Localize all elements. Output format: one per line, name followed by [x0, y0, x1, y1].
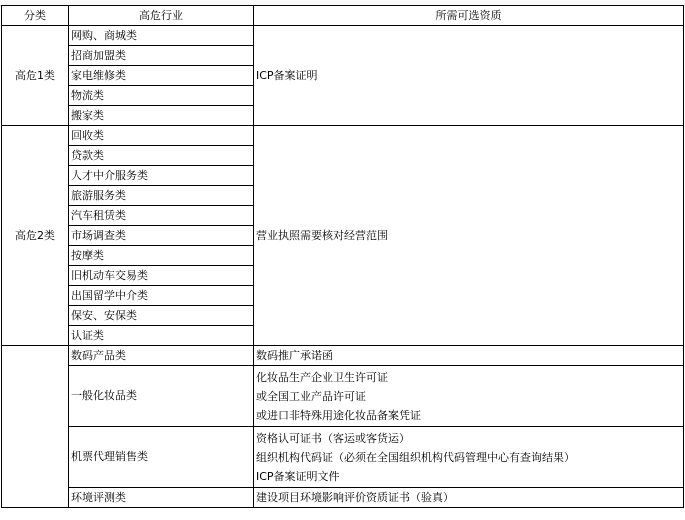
table-row: [2, 427, 684, 488]
industry-cell: 机票代理销售类: [69, 427, 254, 488]
industry-cell: 物流类: [69, 86, 254, 106]
table-row: [2, 346, 684, 366]
industry-cell: 认证类: [69, 326, 254, 346]
header-industry: 高危行业: [69, 6, 254, 26]
requirement-cell: 数码推广承诺函: [254, 346, 684, 366]
industry-cell: 网购、商城类: [69, 26, 254, 46]
requirement-cell: 建设项目环境影响评价资质证书（验真）: [254, 488, 684, 508]
category-cell: [2, 346, 69, 508]
category-cell: 高危1类: [2, 26, 69, 126]
industry-cell: 数码产品类: [69, 346, 254, 366]
requirement-cell: [254, 366, 684, 427]
requirement-line: 资格认可证书（客运或客货运）: [256, 431, 410, 445]
requirement-cell: 营业执照需要核对经营范围: [254, 126, 684, 346]
table-row: [2, 488, 684, 508]
requirement-cell: ICP备案证明: [254, 26, 684, 126]
industry-cell: 回收类: [69, 126, 254, 146]
requirement-line: 化妆品生产企业卫生许可证: [256, 370, 388, 384]
requirement-cell: [254, 427, 684, 488]
requirement-line: 组织机构代码证（必须在全国组织机构代码管理中心有查询结果）: [256, 450, 575, 464]
table-row: [2, 366, 684, 427]
industry-cell: 招商加盟类: [69, 46, 254, 66]
industry-cell: 出国留学中介类: [69, 286, 254, 306]
industry-cell: 一般化妆品类: [69, 366, 254, 427]
industry-cell: 保安、安保类: [69, 306, 254, 326]
industry-cell: 搬家类: [69, 106, 254, 126]
requirement-line: 或全国工业产品许可证: [256, 389, 366, 403]
header-row: [2, 6, 684, 26]
industry-cell: 旧机动车交易类: [69, 266, 254, 286]
industry-cell: 贷款类: [69, 146, 254, 166]
industry-cell: 市场调查类: [69, 226, 254, 246]
table-row: [2, 126, 684, 146]
requirement-line: ICP备案证明文件: [256, 469, 340, 483]
header-requirement: 所需可选资质: [254, 6, 684, 26]
industry-cell: 人才中介服务类: [69, 166, 254, 186]
industry-cell: 按摩类: [69, 246, 254, 266]
category-cell: 高危2类: [2, 126, 69, 346]
industry-cell: 汽车租赁类: [69, 206, 254, 226]
header-category: 分类: [2, 6, 69, 26]
requirement-line: 或进口非特殊用途化妆品备案凭证: [256, 408, 421, 422]
industry-cell: 旅游服务类: [69, 186, 254, 206]
industry-cell: 环境评测类: [69, 488, 254, 508]
table-row: [2, 26, 684, 46]
industry-cell: 家电维修类: [69, 66, 254, 86]
qualification-table: [1, 5, 684, 508]
